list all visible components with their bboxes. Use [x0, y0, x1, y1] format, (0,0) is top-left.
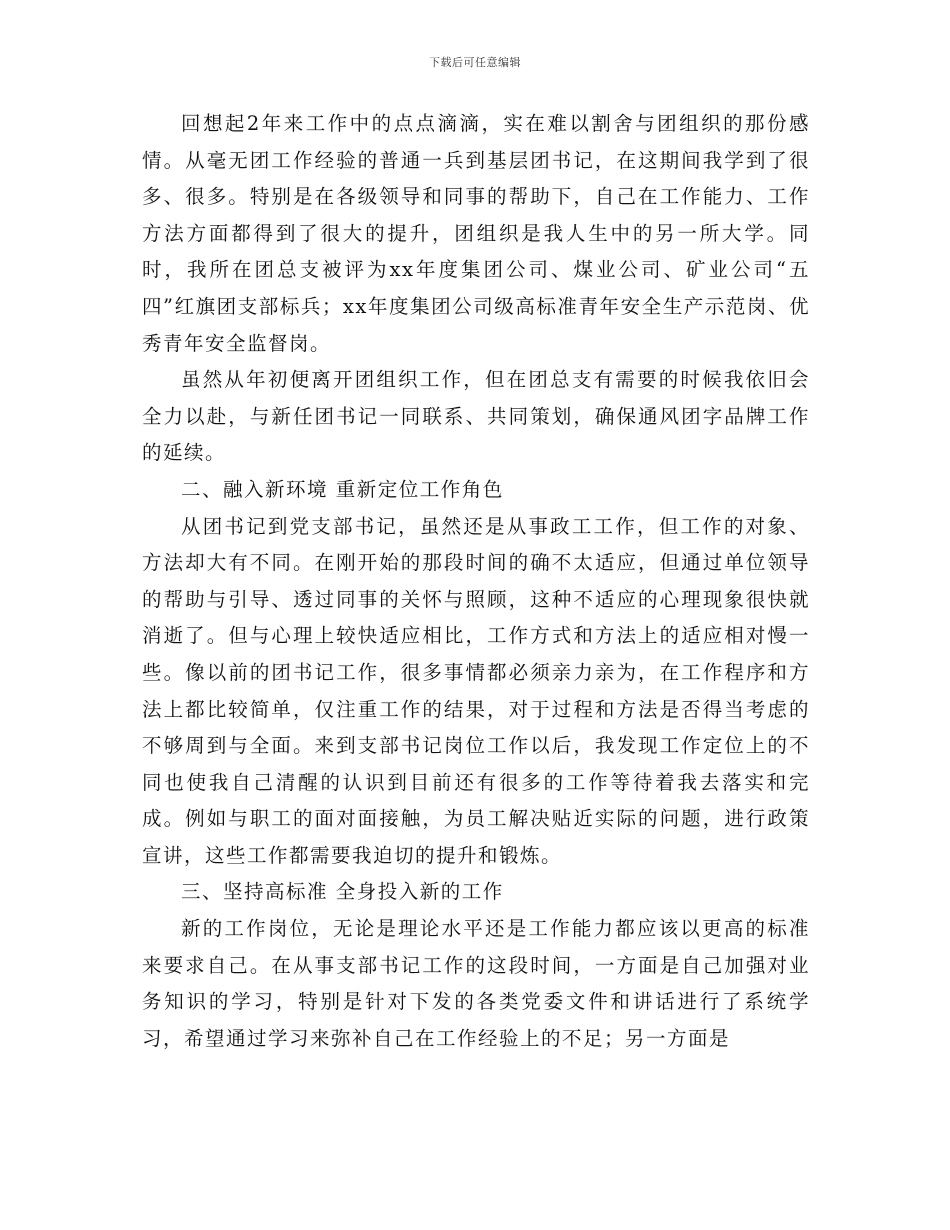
- document-body: [142, 106, 810, 1057]
- page-header-note: 下载后可任意编辑: [429, 56, 521, 69]
- paragraph-high-standard: 新的工作岗位，无论是理论水平还是工作能力都应该以更高的标准来要求自己。在从事支部书记工作的这段时间，一方面是自己加强对业务知识的学习，特别是针对下发的各类党委文件和讲话进行了系统学习，希望通过学习来弥补自己在工作经验上的不足；另一方面是: [142, 917, 810, 1050]
- paragraph-continuation: 虽然从年初便离开团组织工作，但在团总支有需要的时候我依旧会全力以赴，与新任团书记一同联系、共同策划，确保通风团字品牌工作的延续。: [142, 368, 810, 465]
- paragraph-new-role: 从团书记到党支部书记，虽然还是从事政工工作，但工作的对象、方法却大有不同。在刚开始的那段时间的确不太适应，但通过单位领导的帮助与引导、透过同事的关怀与照顾，这种不适应的心理现象很快就消逝了。但与心理上较快适应相比，工作方式和方法上的适应相对慢一些。像以前的团书记工作，很多事情都必须亲力亲为，在工作程序和方法上都比较简单，仅注重工作的结果，对于过程和方法是否得当考虑的不够周到与全面。来到支部书记岗位工作以后，我发现工作定位上的不同也使我自己清醒的认识到目前还有很多的工作等待着我去落实和完成。例如与职工的面对面接触，为员工解决贴近实际的问题，进行政策宣讲，这些工作都需要我迫切的提升和锻炼。: [142, 514, 810, 867]
- section-heading-3: 三、坚持高标准 全身投入新的工作: [181, 880, 504, 904]
- paragraph-reflection: 回想起2年来工作中的点点滴滴，实在难以割舍与团组织的那份感情。从毫无团工作经验的普通一兵到基层团书记，在这期间我学到了很多、很多。特别是在各级领导和同事的帮助下，自己在工作能力、工作方法方面都得到了很大的提升，团组织是我人生中的另一所大学。同时，我所在团总支被评为xx年度集团公司、煤业公司、矿业公司“五四”红旗团支部标兵；xx年度集团公司级高标准青年安全生产示范岗、优秀青年安全监督岗。: [142, 112, 810, 355]
- section-heading-2: 二、融入新环境 重新定位工作角色: [181, 477, 504, 501]
